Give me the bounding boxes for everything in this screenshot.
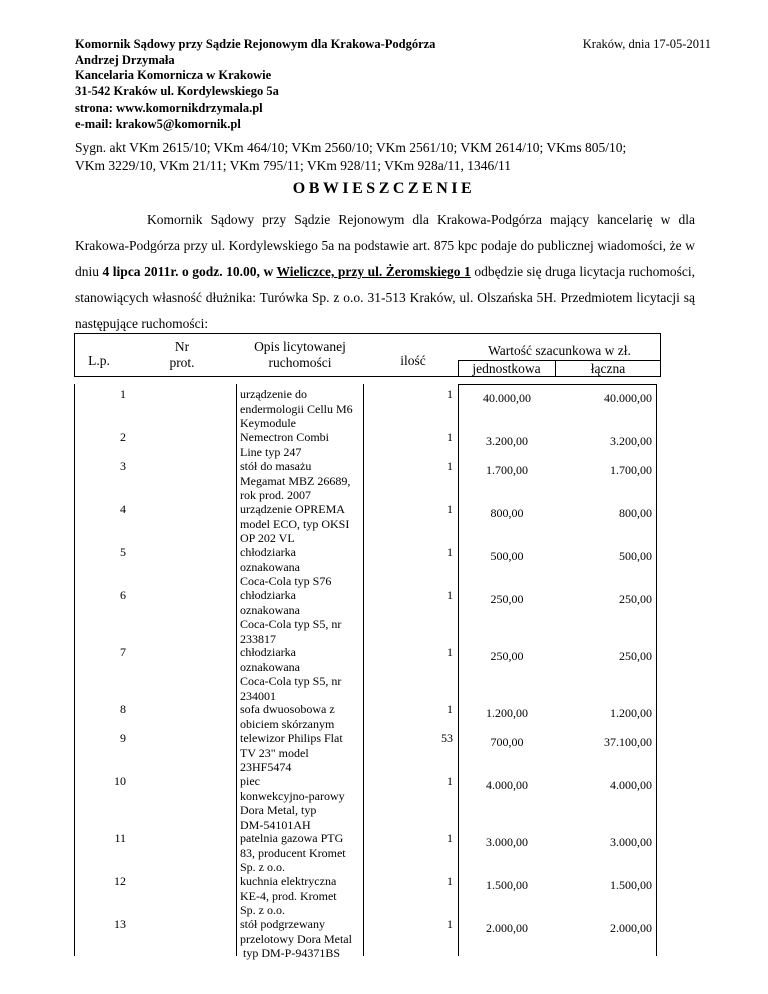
col-unit-header: jednostkowa bbox=[472, 361, 541, 376]
paragraph-part-2: odbędzie się druga licytacja ruchomości, stanowiących własność dłużnika: Turówka Sp. z o.o. 31-513 Kraków, ul. Olszańska 5H. Przedmiotem licytacji są następujące ruchomości: bbox=[75, 264, 695, 331]
row-quantity: 1 bbox=[447, 545, 453, 559]
row-number: 9 bbox=[120, 731, 126, 745]
col-lp-header: L.p. bbox=[88, 353, 110, 368]
header-line-3: Kancelaria Komornicza w Krakowie bbox=[75, 68, 272, 82]
header-line-4: 31-542 Kraków ul. Kordylewskiego 5a bbox=[75, 83, 279, 98]
row-total-value: 37.100,00 bbox=[604, 735, 652, 749]
col-total-header: łączna bbox=[590, 361, 626, 376]
row-number: 8 bbox=[120, 702, 126, 716]
row-quantity: 1 bbox=[447, 774, 453, 788]
row-quantity: 1 bbox=[447, 831, 453, 845]
row-unit-value: 4.000,00 bbox=[486, 778, 528, 792]
website-text: strona: www.komornikdrzymala.pl bbox=[75, 101, 263, 115]
row-description: kuchnia elektryczna KE-4, prod. Kromet Sp. z o.o. bbox=[240, 874, 337, 917]
row-quantity: 53 bbox=[441, 731, 453, 745]
row-quantity: 1 bbox=[447, 588, 453, 602]
document-title: OBWIESZCZENIE bbox=[292, 180, 476, 197]
row-description: chłodziarka oznakowana Coca-Cola typ S5, nr 234001 bbox=[240, 645, 342, 703]
row-description: urządzenie do endermologii Cellu M6 Keymodule bbox=[240, 387, 353, 430]
desc-left-border bbox=[236, 384, 237, 956]
row-quantity: 1 bbox=[447, 430, 453, 444]
row-total-value: 1.500,00 bbox=[610, 878, 652, 892]
row-unit-value: 800,00 bbox=[490, 506, 524, 520]
table-top-border bbox=[74, 333, 661, 334]
body-right-border bbox=[656, 384, 657, 956]
row-description: urządzenie OPREMA model ECO, typ OKSI OP 202 VL bbox=[240, 502, 350, 545]
row-unit-value: 1.200,00 bbox=[486, 706, 528, 720]
signature-line-2: VKm 3229/10, VKm 21/11; VKm 795/11; VKm 928/11; VKm 928a/11, 1346/11 bbox=[75, 158, 512, 173]
row-unit-value: 1.500,00 bbox=[486, 878, 528, 892]
col-nr-header: Nr prot. bbox=[169, 339, 195, 370]
header-line-1: Komornik Sądowy przy Sądzie Rejonowym dla Krakowa-Podgórza bbox=[75, 37, 436, 51]
email-text: e-mail: krakow5@komornik.pl bbox=[75, 116, 241, 131]
row-total-value: 40.000,00 bbox=[604, 391, 652, 405]
row-description: patelnia gazowa PTG 83, producent Kromet Sp. z o.o. bbox=[240, 831, 346, 874]
row-number: 11 bbox=[114, 831, 126, 845]
row-number: 1 bbox=[120, 387, 126, 401]
row-unit-value: 700,00 bbox=[490, 735, 524, 749]
row-total-value: 800,00 bbox=[619, 506, 652, 520]
row-quantity: 1 bbox=[447, 502, 453, 516]
col-qty-header: ilość bbox=[400, 353, 426, 368]
contact-block bbox=[75, 101, 263, 132]
row-quantity: 1 bbox=[447, 387, 453, 401]
row-total-value: 250,00 bbox=[619, 649, 652, 663]
row-number: 10 bbox=[114, 774, 126, 788]
row-number: 7 bbox=[120, 645, 126, 659]
row-quantity: 1 bbox=[447, 459, 453, 473]
case-signatures bbox=[75, 139, 697, 175]
col-desc-header: Opis licytowanej ruchomości bbox=[254, 339, 346, 370]
paragraph-part-1: Komornik Sądowy przy Sądzie Rejonowym dla Krakowa-Podgórza mający kancelarię w dla Krakowa-Podgórza przy ul. Kordylewskiego 5a na podstawie art. 875 kpc podaje do publicznej wiadomości, że w dniu bbox=[75, 212, 695, 279]
row-unit-value: 250,00 bbox=[490, 649, 524, 663]
row-description: stół podgrzewany przelotowy Dora Metal typ DM-P-94371BS bbox=[240, 917, 352, 960]
value-body-top bbox=[458, 384, 657, 385]
announcement-paragraph bbox=[75, 207, 695, 337]
row-quantity: 1 bbox=[447, 645, 453, 659]
row-total-value: 500,00 bbox=[619, 549, 652, 563]
row-unit-value: 250,00 bbox=[490, 592, 524, 606]
row-description: chłodziarka oznakowana Coca-Cola typ S5, nr 233817 bbox=[240, 588, 342, 646]
row-description: Nemectron Combi Line typ 247 bbox=[240, 430, 329, 459]
row-description: sofa dwuosobowa z obiciem skórzanym bbox=[240, 702, 335, 731]
row-unit-value: 1.700,00 bbox=[486, 463, 528, 477]
row-description: telewizor Philips Flat TV 23" model 23HF5474 bbox=[240, 731, 343, 774]
row-quantity: 1 bbox=[447, 874, 453, 888]
row-unit-value: 3.000,00 bbox=[486, 835, 528, 849]
auction-date: 4 lipca 2011r. o godz. 10.00, w bbox=[102, 264, 277, 279]
row-total-value: 250,00 bbox=[619, 592, 652, 606]
row-total-value: 1.200,00 bbox=[610, 706, 652, 720]
row-number: 6 bbox=[120, 588, 126, 602]
row-quantity: 1 bbox=[447, 702, 453, 716]
col-value-header: Wartość szacunkowa w zł. bbox=[488, 343, 631, 358]
row-description: piec konwekcyjno-parowy Dora Metal, typ DM-54101AH bbox=[240, 774, 345, 832]
row-number: 12 bbox=[114, 874, 126, 888]
document-date: Kraków, dnia 17-05-2011 bbox=[582, 37, 711, 51]
row-total-value: 2.000,00 bbox=[610, 921, 652, 935]
row-unit-value: 500,00 bbox=[490, 549, 524, 563]
row-unit-value: 40.000,00 bbox=[483, 391, 531, 405]
row-number: 2 bbox=[120, 430, 126, 444]
row-unit-value: 3.200,00 bbox=[486, 434, 528, 448]
bailiff-header bbox=[75, 37, 435, 99]
row-unit-value: 2.000,00 bbox=[486, 921, 528, 935]
row-description: chłodziarka oznakowana Coca-Cola typ S76 bbox=[240, 545, 332, 588]
auction-place: Wieliczce, przy ul. Żeromskiego 1 bbox=[276, 264, 471, 279]
row-total-value: 3.200,00 bbox=[610, 434, 652, 448]
row-number: 3 bbox=[120, 459, 126, 473]
row-number: 13 bbox=[114, 917, 126, 931]
row-total-value: 1.700,00 bbox=[610, 463, 652, 477]
row-quantity: 1 bbox=[447, 917, 453, 931]
row-description: stół do masażu Megamat MBZ 26689, rok prod. 2007 bbox=[240, 459, 351, 502]
row-total-value: 4.000,00 bbox=[610, 778, 652, 792]
row-total-value: 3.000,00 bbox=[610, 835, 652, 849]
row-number: 5 bbox=[120, 545, 126, 559]
header-line-2: Andrzej Drzymała bbox=[75, 52, 175, 67]
row-number: 4 bbox=[120, 502, 126, 516]
signature-line-1: Sygn. akt VKm 2615/10; VKm 464/10; VKm 2560/10; VKm 2561/10; VKM 2614/10; VKms 805/10; bbox=[75, 140, 627, 155]
